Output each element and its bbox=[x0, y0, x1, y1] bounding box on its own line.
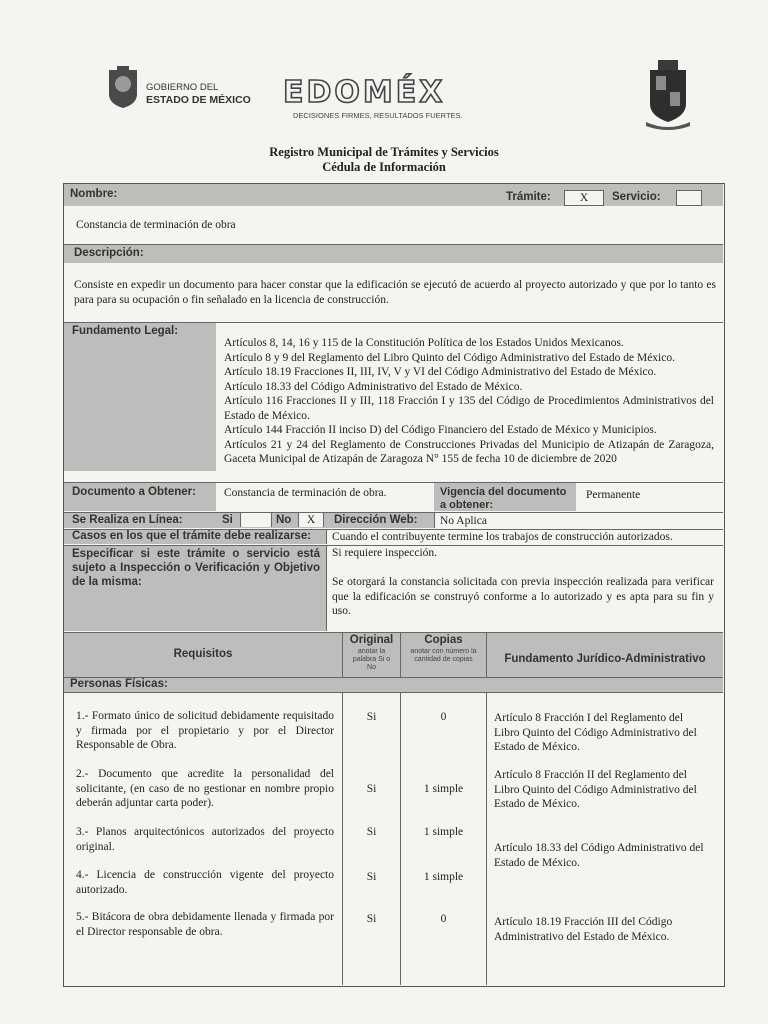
requisito-text: 5.- Bitácora de obra debidamente llenada y firmada por el Director responsable de obra. bbox=[76, 911, 334, 938]
fundamento-line: Artículo 144 Fracción II inciso D) del Código Financiero del Estado de México y Municipios. bbox=[224, 424, 657, 436]
casos-label: Casos en los que el trámite debe realizarse: bbox=[72, 530, 312, 542]
col-requisitos: Requisitos bbox=[173, 648, 233, 660]
descripcion-label: Descripción: bbox=[74, 247, 144, 259]
original-value: Si bbox=[366, 711, 377, 723]
gov-seal-logo bbox=[104, 64, 142, 110]
fundamento-juridico: Artículo 8 Fracción I del Reglamento del Libro Quinto del Código Administrativo del Estado de México. bbox=[494, 712, 697, 753]
col-copias: Copias bbox=[424, 634, 463, 646]
requisito-text: 2.- Documento que acredite la personalidad del solicitante, (en caso de no gestionar en nombre propio deberán adjuntar carta poder). bbox=[76, 768, 334, 809]
no-mark: X bbox=[306, 514, 316, 526]
fundamento-juridico: Artículo 8 Fracción II del Reglamento del Libro Quinto del Código Administrativo del Estado de México. bbox=[494, 769, 697, 810]
requisito-text: 4.- Licencia de construcción vigente del proyecto autorizado. bbox=[76, 869, 334, 896]
inspeccion-label: Especificar si este trámite o servicio está sujeto a Inspección o Verificación y Objetivo de la misma: bbox=[72, 548, 320, 588]
web-value: No Aplica bbox=[440, 515, 487, 527]
table-row bbox=[76, 868, 334, 897]
table-row bbox=[76, 709, 334, 753]
vigencia-value: Permanente bbox=[586, 489, 641, 501]
nombre-value: Constancia de terminación de obra bbox=[76, 219, 236, 231]
original-value: Si bbox=[366, 913, 377, 925]
gov-line1: GOBIERNO DEL bbox=[146, 82, 219, 93]
fundamento-line: Artículo 116 Fracciones II y III, 118 Fracción I y 135 del Código de Procedimientos Administrativos del Estado de México. bbox=[224, 395, 714, 422]
requisito-text: 1.- Formato único de solicitud debidamente requisitado y firmada por el propietario y por el Director Responsable de Obra. bbox=[76, 710, 334, 751]
casos-value: Cuando el contribuyente termine los trabajos de construcción autorizados. bbox=[332, 531, 673, 543]
servicio-checkbox[interactable] bbox=[676, 190, 702, 206]
tramite-mark: X bbox=[579, 192, 589, 204]
fundamento-list bbox=[224, 336, 714, 467]
personas-label: Personas Físicas: bbox=[70, 678, 168, 690]
nombre-label: Nombre: bbox=[70, 188, 118, 200]
fundamento-line: Artículo 8 y 9 del Reglamento del Libro Quinto del Código Administrativo del Estado de México. bbox=[224, 351, 675, 364]
inspeccion-value1: Si requiere inspección. bbox=[332, 547, 438, 559]
vigencia-label: Vigencia del documento a obtener: bbox=[440, 486, 567, 511]
no-checkbox[interactable] bbox=[298, 513, 324, 527]
no-label: No bbox=[276, 514, 292, 526]
gov-line2: ESTADO DE MÉXICO bbox=[146, 94, 251, 106]
copias-value: 1 simple bbox=[423, 826, 464, 838]
servicio-label: Servicio: bbox=[612, 191, 661, 203]
table-row bbox=[76, 825, 334, 854]
documento-value: Constancia de terminación de obra. bbox=[224, 487, 387, 499]
original-value: Si bbox=[366, 826, 377, 838]
fundamento-juridico: Artículo 18.19 Fracción III del Código Administrativo del Estado de México. bbox=[494, 916, 673, 943]
page-subtitle: Cédula de Información bbox=[322, 160, 446, 174]
copias-value: 1 simple bbox=[423, 871, 464, 883]
col-original-note: anotar la palabra Si o No bbox=[352, 648, 391, 671]
brand-logo: EDOMÉX bbox=[283, 75, 446, 110]
municipal-coat-of-arms bbox=[642, 58, 694, 132]
table-row bbox=[76, 910, 334, 939]
si-checkbox[interactable] bbox=[240, 513, 272, 527]
col-fundamento: Fundamento Jurídico-Administrativo bbox=[504, 653, 706, 665]
requisito-text: 3.- Planos arquitectónicos autorizados del proyecto original. bbox=[76, 826, 334, 853]
table-row bbox=[76, 767, 334, 811]
copias-value: 0 bbox=[440, 913, 447, 925]
fundamento-line: Artículos 8, 14, 16 y 115 de la Constitución Política de los Estados Unidos Mexicanos. bbox=[224, 337, 624, 349]
linea-label: Se Realiza en Línea: bbox=[72, 514, 183, 526]
fundamento-line: Artículos 21 y 24 del Reglamento de Construcciones Privadas del Municipio de Atizapán de Zaragoza, Gaceta Municipal de Atizapán de Zaragoza N° 155 de fecha 10 de diciembre de 2020 bbox=[224, 438, 714, 465]
descripcion-bar bbox=[64, 245, 723, 263]
fundamento-line: Artículo 18.33 del Código Administrativo del Estado de México. bbox=[224, 380, 523, 393]
brand-slogan: DECISIONES FIRMES, RESULTADOS FUERTES. bbox=[293, 111, 463, 120]
tramite-checkbox[interactable] bbox=[564, 190, 604, 206]
fundamento-line: Artículo 18.19 Fracciones II, III, IV, V y VI del Código Administrativo del Estado de México. bbox=[224, 366, 657, 378]
page-title: Registro Municipal de Trámites y Servicios bbox=[269, 145, 499, 159]
original-value: Si bbox=[366, 871, 377, 883]
tramite-label: Trámite: bbox=[506, 191, 551, 203]
original-value: Si bbox=[366, 783, 377, 795]
fundamento-label: Fundamento Legal: bbox=[72, 325, 179, 337]
descripcion-value: Consiste en expedir un documento para hacer constar que la edificación se ejecutó de acuerdo al proyecto autorizado y que por lo tanto es para para su ocupación o fin señalado en la licencia de construcción. bbox=[74, 279, 716, 306]
documento-label: Documento a Obtener: bbox=[72, 486, 196, 498]
si-label: Si bbox=[222, 514, 233, 526]
copias-value: 0 bbox=[440, 711, 447, 723]
fundamento-juridico: Artículo 18.33 del Código Administrativo del Estado de México. bbox=[494, 842, 704, 869]
inspeccion-value2: Se otorgará la constancia solicitada con previa inspección realizada para verificar que la edificación se construyó conforme a lo autorizado y es apta para su fin y uso. bbox=[332, 576, 714, 617]
col-original: Original bbox=[349, 634, 394, 646]
fundamento-label-cell bbox=[64, 323, 216, 471]
web-label: Dirección Web: bbox=[334, 514, 418, 526]
col-copias-note: anotar con número la cantidad de copias bbox=[410, 648, 477, 663]
copias-value: 1 simple bbox=[423, 783, 464, 795]
